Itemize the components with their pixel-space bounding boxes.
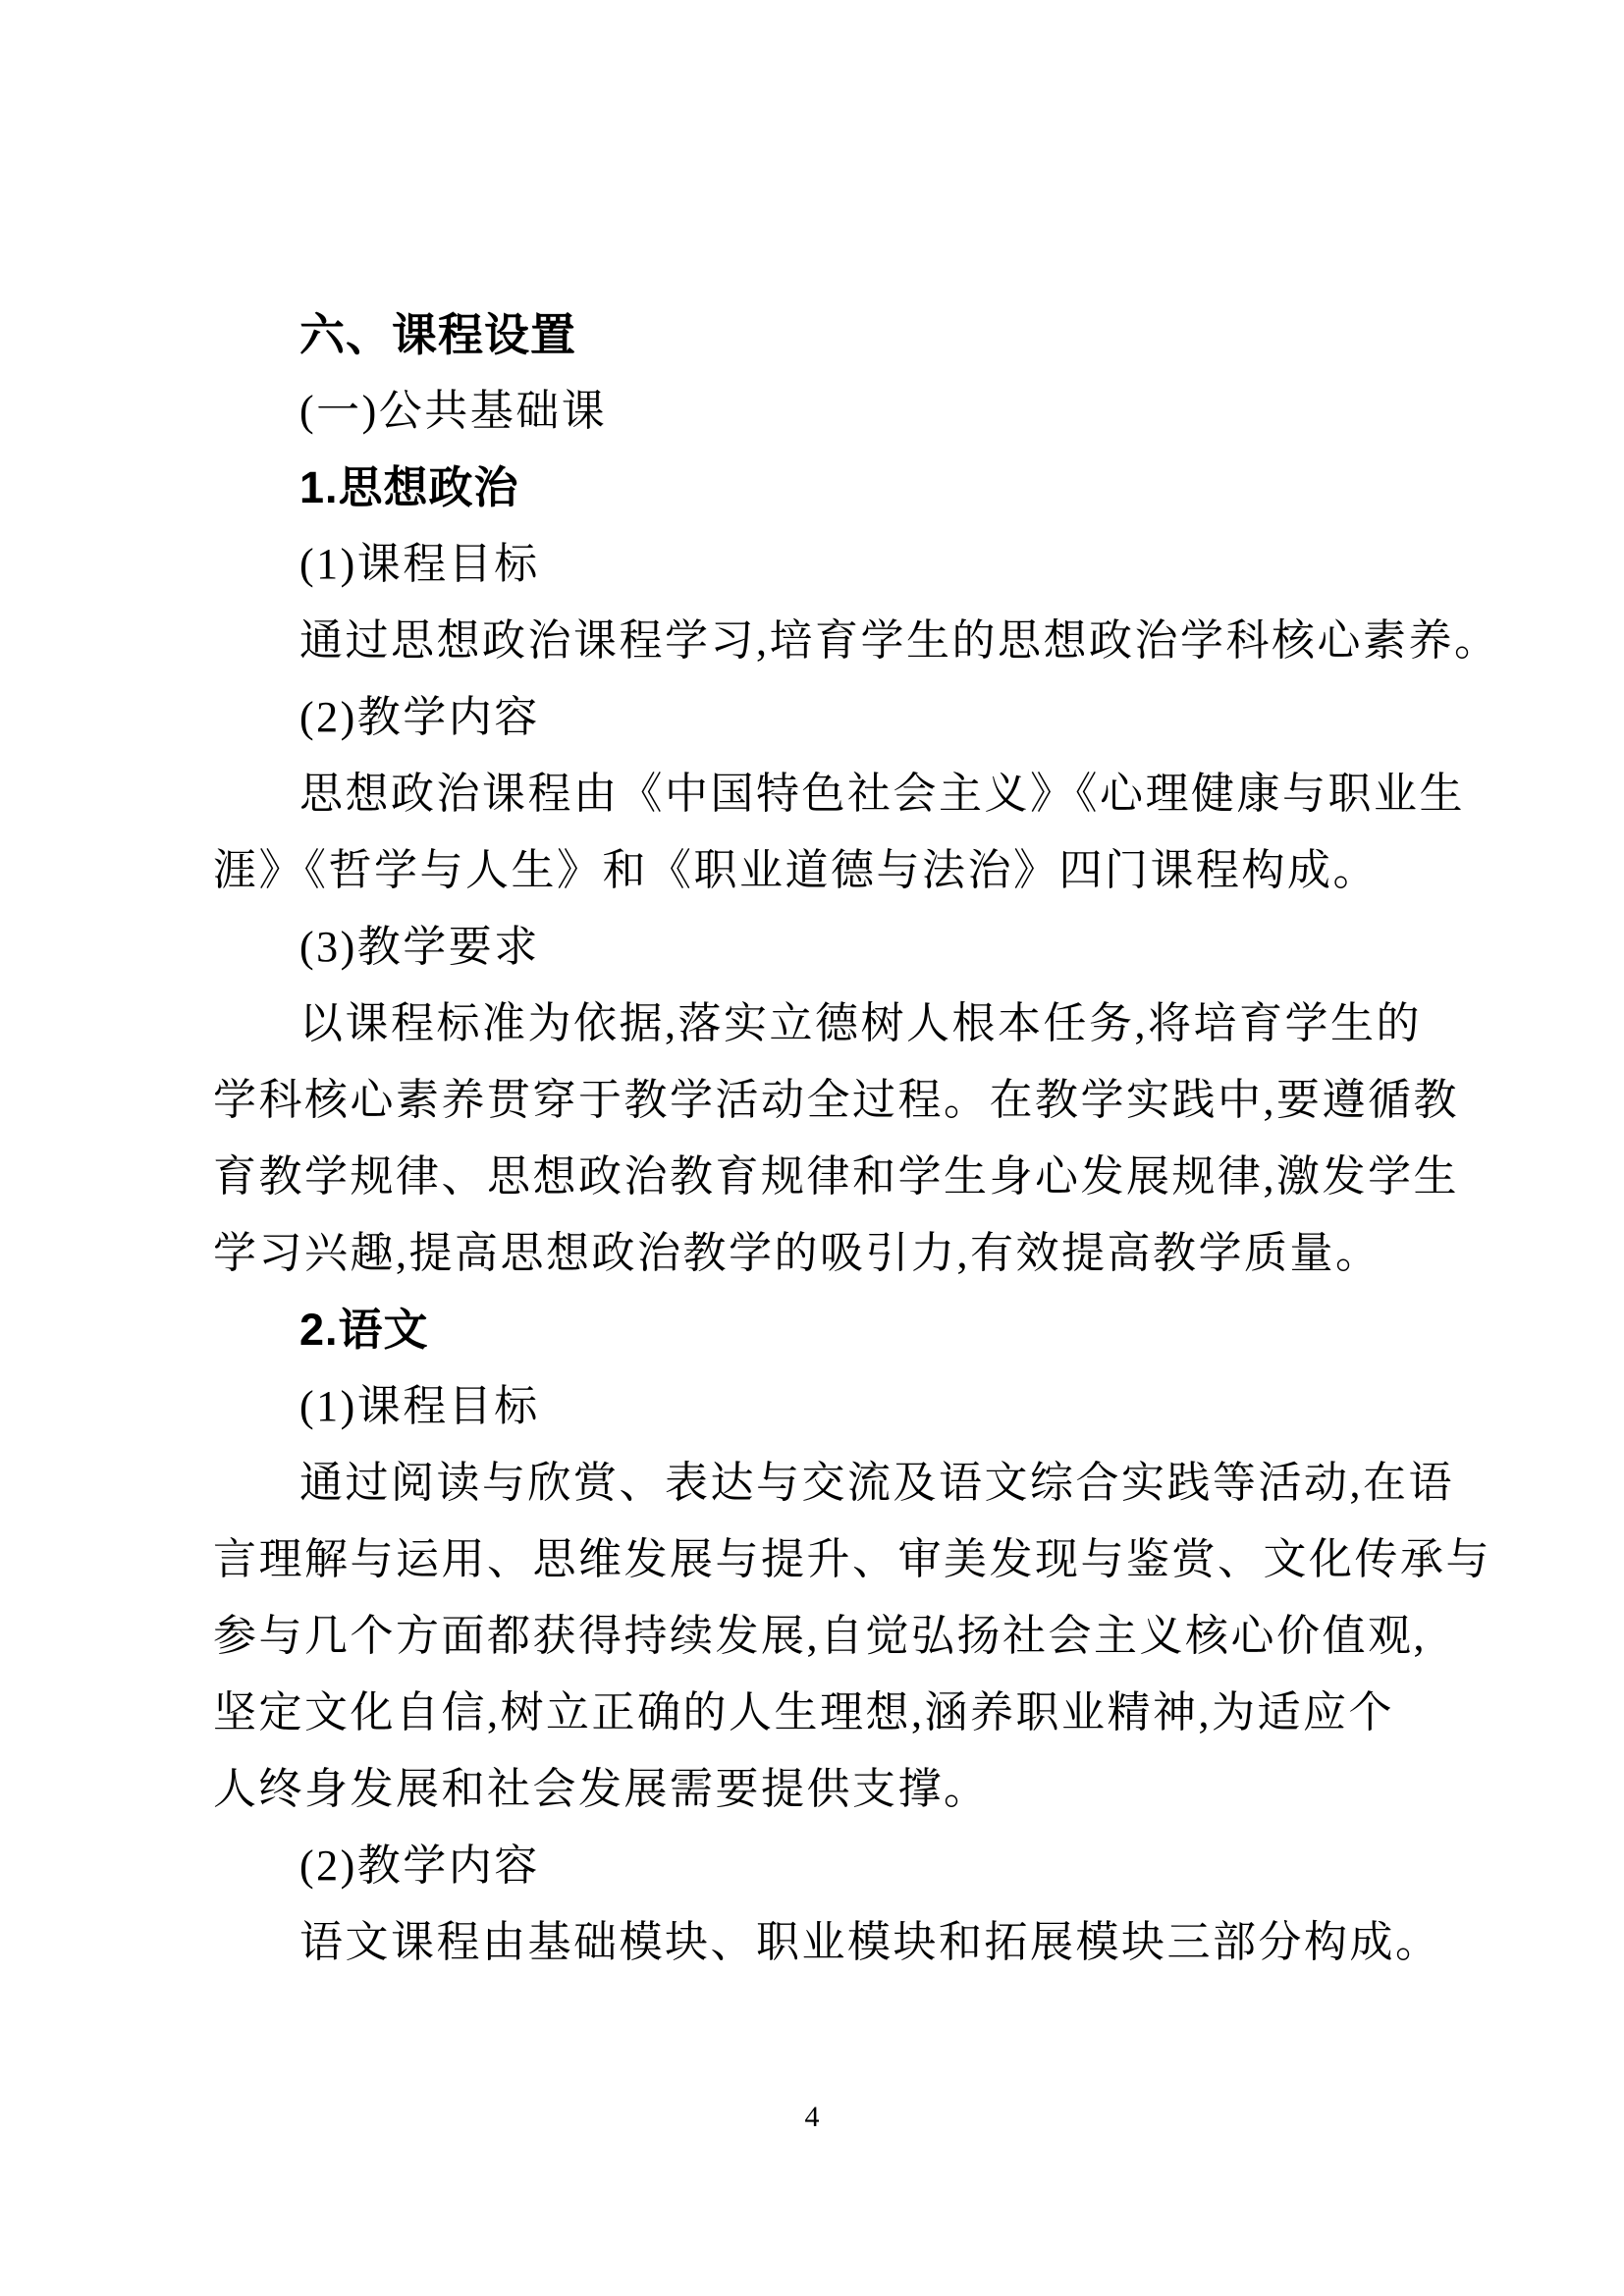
document-body xyxy=(213,296,1500,1981)
item-heading: (2)教学内容 xyxy=(299,1842,540,1890)
item-heading: (3)教学要求 xyxy=(299,923,540,971)
paragraph-line: 言理解与运用、思维发展与提升、审美发现与鉴赏、文化传承与 xyxy=(213,1535,1491,1583)
course-heading-chinese: 2.语文 xyxy=(299,1305,429,1355)
item-heading: (1)课程目标 xyxy=(299,540,540,588)
item-heading: (1)课程目标 xyxy=(299,1382,540,1430)
paragraph-line: 思想政治课程由《中国特色社会主义》《心理健康与职业生 xyxy=(299,770,1465,818)
chapter-heading: 六、课程设置 xyxy=(299,309,576,360)
paragraph-line: 以课程标准为依据,落实立德树人根本任务,将培育学生的 xyxy=(299,999,1422,1047)
paragraph-line: 坚定文化自信,树立正确的人生理想,涵养职业精神,为适应个 xyxy=(213,1688,1394,1736)
paragraph-line: 通过思想政治课程学习,培育学生的思想政治学科核心素养。 xyxy=(299,616,1500,665)
paragraph-line: 语文课程由基础模块、职业模块和拓展模块三部分构成。 xyxy=(299,1918,1441,1966)
paragraph-line: 学科核心素养贯穿于教学活动全过程。在教学实践中,要遵循教 xyxy=(213,1076,1459,1124)
paragraph-line: 人终身发展和社会发展需要提供支撑。 xyxy=(213,1765,990,1813)
section-heading: (一)公共基础课 xyxy=(299,387,608,435)
paragraph-line: 参与几个方面都获得持续发展,自觉弘扬社会主义核心价值观, xyxy=(213,1612,1427,1660)
item-heading: (2)教学内容 xyxy=(299,693,540,741)
page-number: 4 xyxy=(804,2101,820,2133)
course-heading-politics: 1.思想政治 xyxy=(299,462,519,512)
paragraph-line: 通过阅读与欣赏、表达与交流及语文综合实践等活动,在语 xyxy=(299,1459,1454,1507)
paragraph-line: 育教学规律、思想政治教育规律和学生身心发展规律,激发学生 xyxy=(213,1152,1459,1201)
paragraph-line: 涯》《哲学与人生》和《职业道德与法治》四门课程构成。 xyxy=(213,846,1379,894)
paragraph-line: 学习兴趣,提高思想政治教学的吸引力,有效提高教学质量。 xyxy=(213,1229,1381,1277)
